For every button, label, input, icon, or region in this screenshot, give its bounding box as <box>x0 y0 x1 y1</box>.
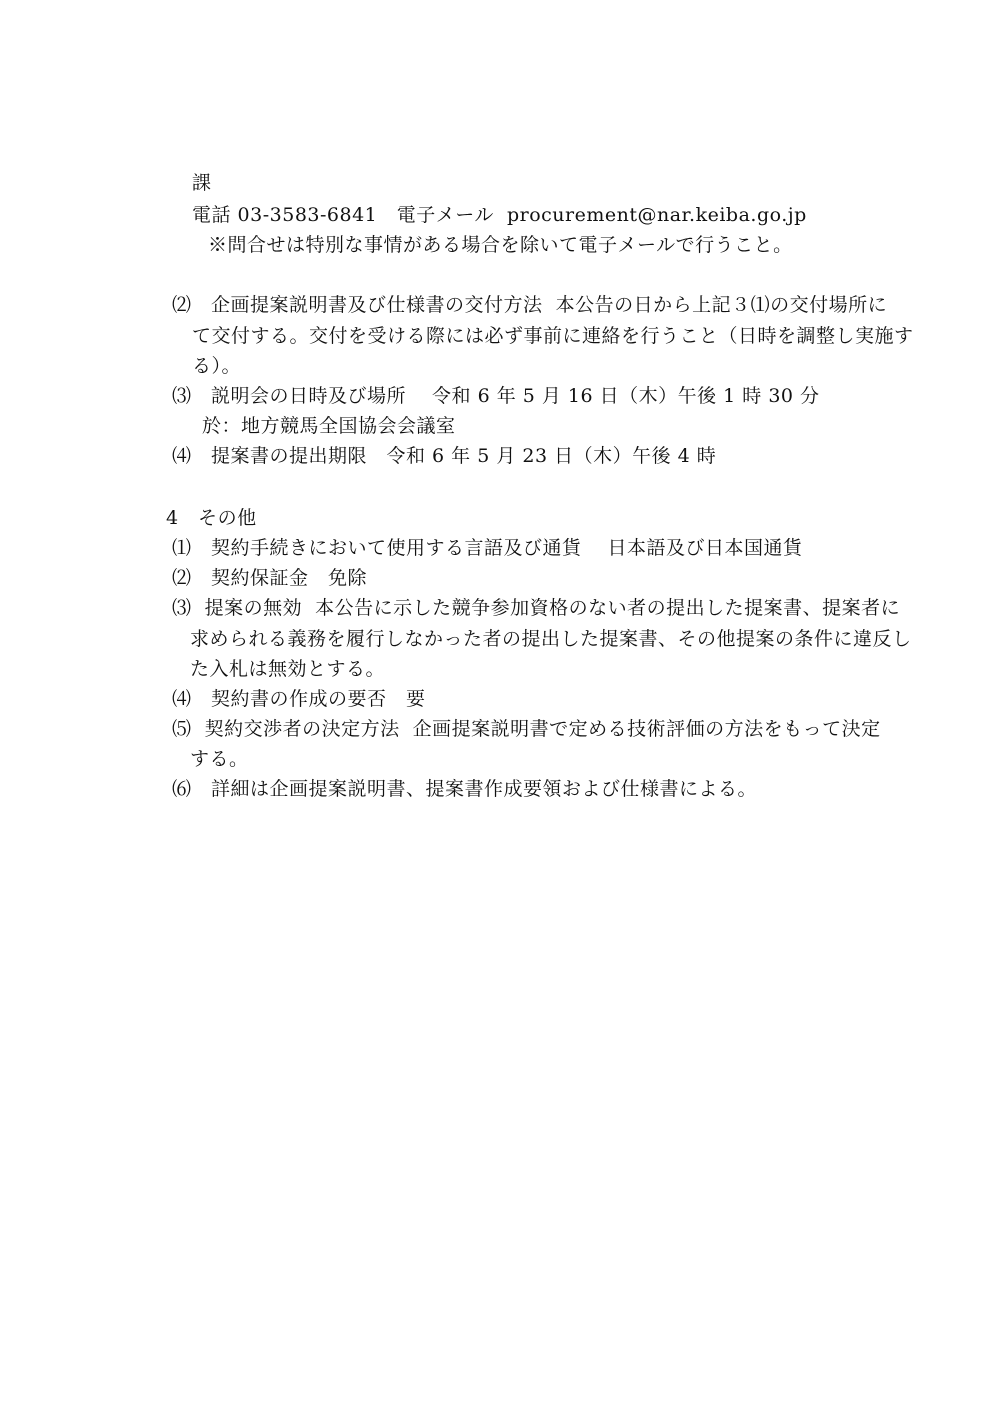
section3-item2-line3: る）。 <box>192 355 242 377</box>
section4-item2: ⑵ 契約保証金 免除 <box>172 567 368 589</box>
section4-heading: 4 その他 <box>166 507 257 529</box>
section3-item2-line2: て交付する。交付を受ける際には必ず事前に連絡を行うこと（日時を調整し実施す <box>192 325 914 347</box>
section3-item4: ⑷ 提案書の提出期限 令和 6 年 5 月 23 日（木）午後 4 時 <box>172 445 717 467</box>
section4-item1: ⑴ 契約手続きにおいて使用する言語及び通貨 日本語及び日本国通貨 <box>172 537 803 559</box>
contact-department: 課 <box>192 172 212 194</box>
contact-note: ※問合せは特別な事情がある場合を除いて電子メールで行うこと。 <box>208 234 793 256</box>
section4-item5-line2: する。 <box>190 748 249 770</box>
section4-item3-line1: ⑶ 提案の無効 本公告に示した競争参加資格のない者の提出した提案書、提案者に <box>172 597 901 619</box>
contact-phone-email: 電話 03‐3583‐6841 電子メール procurement@nar.keiba.go.jp <box>192 204 807 226</box>
section3-item3-line1: ⑶ 説明会の日時及び場所 令和 6 年 5 月 16 日（木）午後 1 時 30 分 <box>172 385 820 407</box>
section4-item6: ⑹ 詳細は企画提案説明書、提案書作成要領および仕様書による。 <box>172 778 758 800</box>
section4-item3-line3: た入札は無効とする。 <box>190 658 386 680</box>
section4-item5-line1: ⑸ 契約交渉者の決定方法 企画提案説明書で定める技術評価の方法をもって決定 <box>172 718 881 740</box>
section3-item3-line2: 於：地方競馬全国協会会議室 <box>202 415 456 437</box>
section4-item3-line2: 求められる義務を履行しなかった者の提出した提案書、その他提案の条件に違反し <box>190 628 912 650</box>
section3-item2-line1: ⑵ 企画提案説明書及び仕様書の交付方法 本公告の日から上記３⑴の交付場所に <box>172 294 888 316</box>
section4-item4: ⑷ 契約書の作成の要否 要 <box>172 688 426 710</box>
